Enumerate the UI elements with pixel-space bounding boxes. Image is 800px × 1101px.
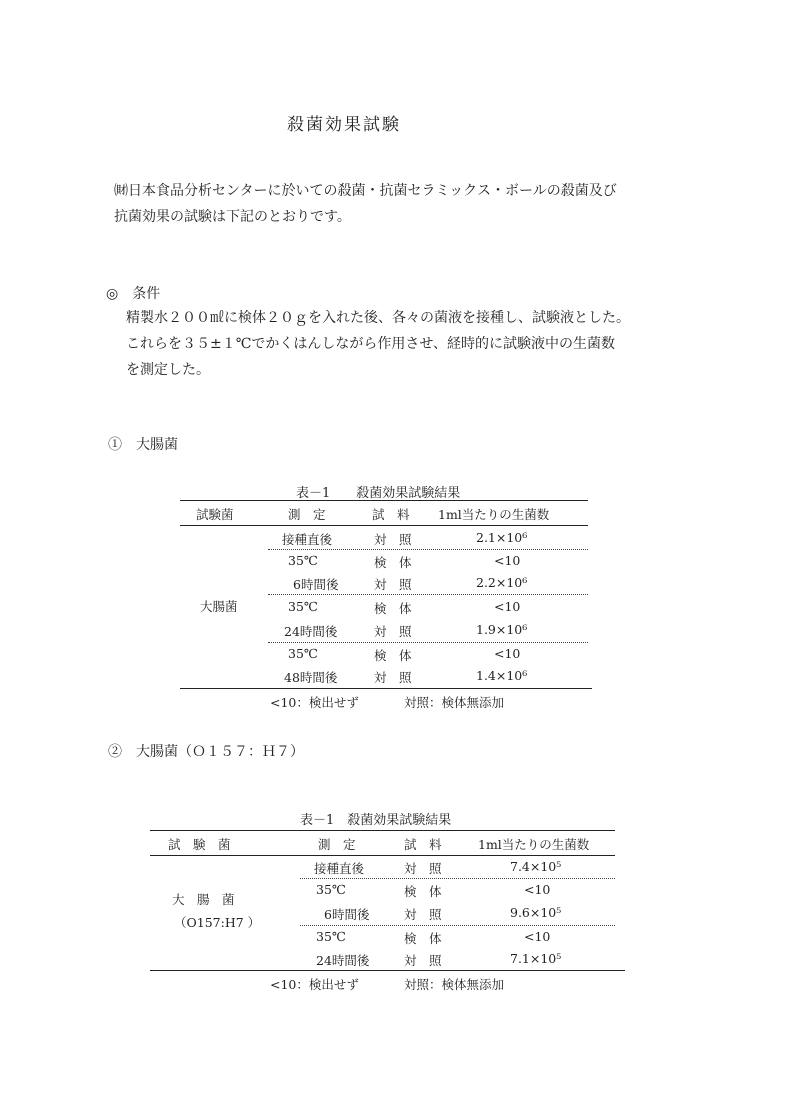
table-1-row-sample: 対 照: [374, 624, 412, 639]
table-2-row-count: <10: [524, 929, 551, 944]
conditions-line-1: 精製水２００㎖に検体２０ｇを入れた後、各々の菌液を接種し、試験液とした。: [126, 310, 630, 326]
table-1-header-organism: 試験菌: [196, 507, 234, 522]
table-2-row-time: 接種直後: [314, 861, 365, 876]
table-2-top-rule: [150, 830, 615, 831]
table-1-row-sample: 検 体: [374, 601, 412, 616]
table-2-row-divider: [300, 878, 615, 879]
intro-line-1: ㈶日本食品分析センターに於いての殺菌・抗菌セラミックス・ボールの殺菌及び: [114, 183, 617, 199]
table-1-row-count: 2.2×10⁶: [476, 575, 528, 590]
table-2-header-sample: 試 料: [404, 837, 442, 852]
table-1-row-count: <10: [494, 599, 521, 614]
table-1-row-divider: [268, 642, 588, 643]
table-1-row-count: 1.4×10⁶: [476, 668, 528, 683]
table-1-caption: 表－1 殺菌効果試験結果: [296, 486, 461, 501]
table-2-header-organism: 試 験 菌: [168, 837, 231, 852]
document-title: 殺菌効果試験: [287, 115, 401, 135]
table-1-row-divider: [268, 594, 588, 595]
table-1-row-count: <10: [494, 646, 521, 661]
table-1-top-rule: [180, 500, 588, 501]
table-2-row-time: 6時間後: [324, 907, 370, 922]
table-2-caption: 表－1 殺菌効果試験結果: [300, 813, 452, 828]
table-2-row-count: 7.1×10⁵: [510, 951, 562, 966]
table-2-row-count: 9.6×10⁵: [510, 905, 562, 920]
table-1-header-count: 1ml当たりの生菌数: [438, 507, 550, 522]
table-2-header-rule: [150, 855, 615, 856]
table-2-row-count: <10: [524, 882, 551, 897]
section-1-heading: ① 大腸菌: [108, 437, 178, 453]
table-2-row-sample: 検 体: [404, 931, 442, 946]
table-1-organism: 大腸菌: [200, 599, 238, 614]
table-1-row-count: 1.9×10⁶: [476, 622, 528, 637]
table-1-bottom-rule: [180, 688, 592, 689]
table-1-row-count: <10: [494, 553, 521, 568]
conditions-line-2: これらを３５±１℃でかくはんしながら作用させ、経時的に試験液中の生菌数: [126, 336, 615, 352]
table-2-header-count: 1ml当たりの生菌数: [478, 837, 590, 852]
conditions-line-3: を測定した。: [126, 362, 210, 378]
table-2-row-count: 7.4×10⁵: [510, 859, 562, 874]
table-1-row-time: 6時間後: [293, 577, 339, 592]
table-2-header-measurement: 測 定: [318, 837, 356, 852]
table-2-note-right: 対照：検体無添加: [404, 977, 505, 992]
table-1-note-left: <10：検出せず: [270, 695, 359, 710]
table-2-organism-strain: （O157:H7 ）: [174, 915, 261, 930]
table-2-row-time: 24時間後: [316, 953, 370, 968]
table-1-note-right: 対照：検体無添加: [404, 695, 505, 710]
table-2-bottom-rule: [150, 970, 625, 971]
table-1-header-rule: [180, 525, 588, 526]
intro-line-2: 抗菌効果の試験は下記のとおりです。: [114, 209, 351, 225]
table-2-row-sample: 対 照: [404, 861, 442, 876]
table-1-row-sample: 検 体: [374, 648, 412, 663]
table-1-row-sample: 検 体: [374, 555, 412, 570]
table-1-header-sample: 試 料: [372, 507, 410, 522]
table-2-row-sample: 対 照: [404, 907, 442, 922]
table-1-row-time: 35℃: [288, 599, 318, 614]
table-1-row-count: 2.1×10⁶: [476, 530, 528, 545]
table-1-row-sample: 対 照: [374, 670, 412, 685]
table-2-row-divider: [300, 925, 615, 926]
table-1-row-time: 24時間後: [284, 624, 338, 639]
table-1-row-time: 接種直後: [282, 532, 333, 547]
table-2-row-sample: 検 体: [404, 884, 442, 899]
table-1-row-sample: 対 照: [374, 532, 412, 547]
table-2-note-left: <10：検出せず: [270, 977, 359, 992]
section-2-heading: ② 大腸菌（Ｏ１５７：Ｈ７）: [108, 744, 304, 760]
conditions-heading: ◎ 条件: [106, 286, 161, 302]
table-2-row-sample: 対 照: [404, 953, 442, 968]
table-1-row-sample: 対 照: [374, 577, 412, 592]
table-1-row-time: 48時間後: [284, 670, 338, 685]
table-1-row-divider: [268, 549, 588, 550]
table-2-row-time: 35℃: [316, 882, 346, 897]
table-2-organism: 大 腸 菌: [172, 892, 235, 907]
table-1-row-time: 35℃: [288, 553, 318, 568]
table-1-row-time: 35℃: [288, 646, 318, 661]
table-1-header-measurement: 測 定: [288, 507, 326, 522]
table-2-row-time: 35℃: [316, 929, 346, 944]
